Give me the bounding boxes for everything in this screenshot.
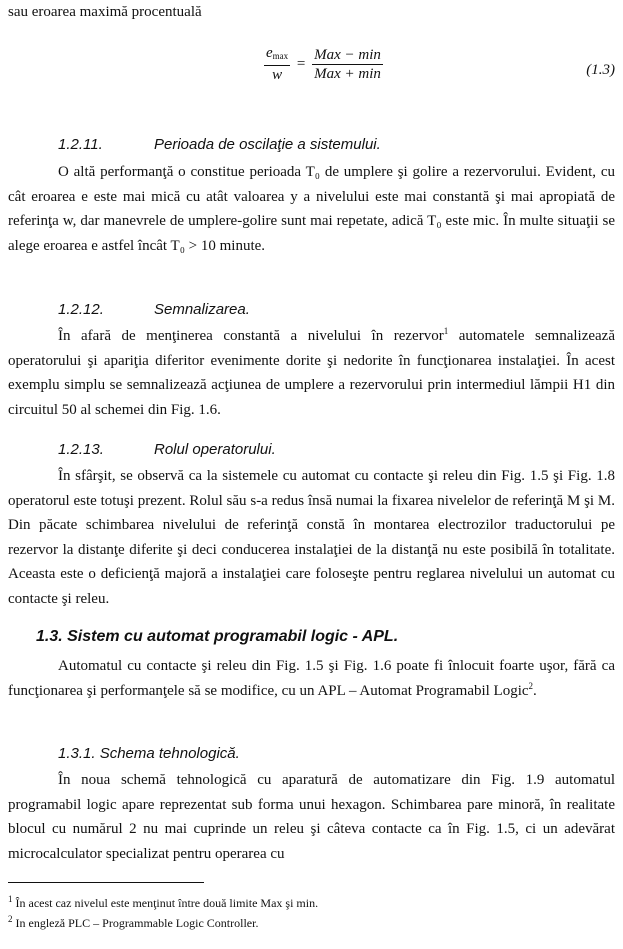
paragraph-1-2-11: O altă performanţă o constitue perioada T₀ de umplere şi golire a rezervorului. Evident, cu cât eroarea e este mai mică cu atât valoarea y a nivelului este mai constantă şi mai apropiată de referinţa w, dar manevrele de umplere-golire sunt mai repetate, adică T₀ este mic. În multe situaţii se alege eroarea e astfel încât T₀ > 10 minute.	[8, 164, 615, 254]
heading-1-2-13	[58, 441, 276, 458]
heading-number: 1.2.12.	[58, 301, 104, 318]
equation-lhs	[264, 44, 290, 84]
footnote-1: $^1$ În acest caz nivelul este menţinut între două limite Max şi min.	[8, 894, 319, 910]
equation-lhs-numerator: e	[266, 45, 273, 61]
heading-number: 1.2.13.	[58, 441, 104, 458]
heading-1-3-1: 1.3.1. Schema tehnologică.	[58, 745, 240, 762]
paragraph-1-3: Automatul cu contacte şi releu din Fig. 1.5 şi Fig. 1.6 poate fi înlocuit foarte uşor, fără ca funcţionarea şi performanţele să se modifice, cu un APL – Automat Programabil Logic$^2$.	[8, 658, 615, 699]
footnote-ref-1: 1	[443, 326, 449, 336]
equation-1-3	[264, 44, 383, 90]
footnote-mark: 2	[8, 914, 13, 924]
heading-title: Semnalizarea.	[154, 301, 250, 318]
heading-1-2-11	[58, 136, 381, 153]
paragraph-1-3-1: În noua schemă tehnologică cu aparatură de automatizare din Fig. 1.9 automatul programabil logic apare reprezentat sub forma unui hexagon. Schimbarea pare minoră, în realitate blocul cu numărul 2 nu mai cuprinde un releu şi câteva contacte ca în Fig. 1.5, ci un adevărat microcalculator specializat pentru operarea cu	[8, 772, 615, 862]
footnote-2: $^2$ In engleză PLC – Programmable Logic Controller.	[8, 914, 259, 930]
footnote-ref-2: 2	[528, 680, 534, 691]
heading-title: Perioada de oscilaţie a sistemului.	[154, 136, 381, 153]
equation-lhs-subscript: max	[272, 51, 289, 61]
paragraph-1-2-13: În sfârşit, se observă ca la sistemele cu automat cu contacte şi releu din Fig. 1.5 şi Fig. 1.8 operatorul este totuşi prezent. Rolul său s-a redus însă numai la fixarea nivelelor de referinţă M şi M. Din păcate schimbarea nivelului de referinţă constă în montarea electrozilor traductorului pe rezervor la distanţe diferite şi deci conducerea instalaţiei de la distanţă nu este posibilă în totalitate. Aceasta este o deficienţă majoră a instalaţiei care foloseşte pentru reglarea nivelului un automat cu contacte şi releu.	[8, 468, 615, 607]
equation-rhs-numerator: Max − min	[314, 46, 381, 63]
heading-1-2-12	[58, 301, 250, 318]
equation-equals: =	[296, 55, 306, 72]
footnote-separator	[8, 882, 204, 883]
paragraph-1-2-12: În afară de menţinerea constantă a nivelului în rezervor$^1$ automatele semnalizează operatorului şi apariţia diferitor evenimente dorite şi nedorite în funcţionarea instalaţiei. În acest exemplu simplu se semnalizează acţiunea de umplere a rezervorului prin intermediul lămpii H1 din circuitul 50 al schemei din Fig. 1.6.	[8, 326, 615, 418]
heading-title: Rolul operatorului.	[154, 441, 276, 458]
heading-number: 1.2.11.	[58, 136, 103, 153]
equation-rhs	[312, 46, 383, 83]
footnote-mark: 1	[8, 894, 13, 904]
equation-number: (1.3)	[586, 62, 615, 78]
equation-rhs-denominator: Max + min	[314, 65, 381, 82]
equation-lhs-denominator: w	[272, 67, 283, 83]
heading-1-3: 1.3. Sistem cu automat programabil logic - APL.	[36, 628, 399, 645]
intro-text: sau eroarea maximă procentuală	[8, 4, 202, 20]
